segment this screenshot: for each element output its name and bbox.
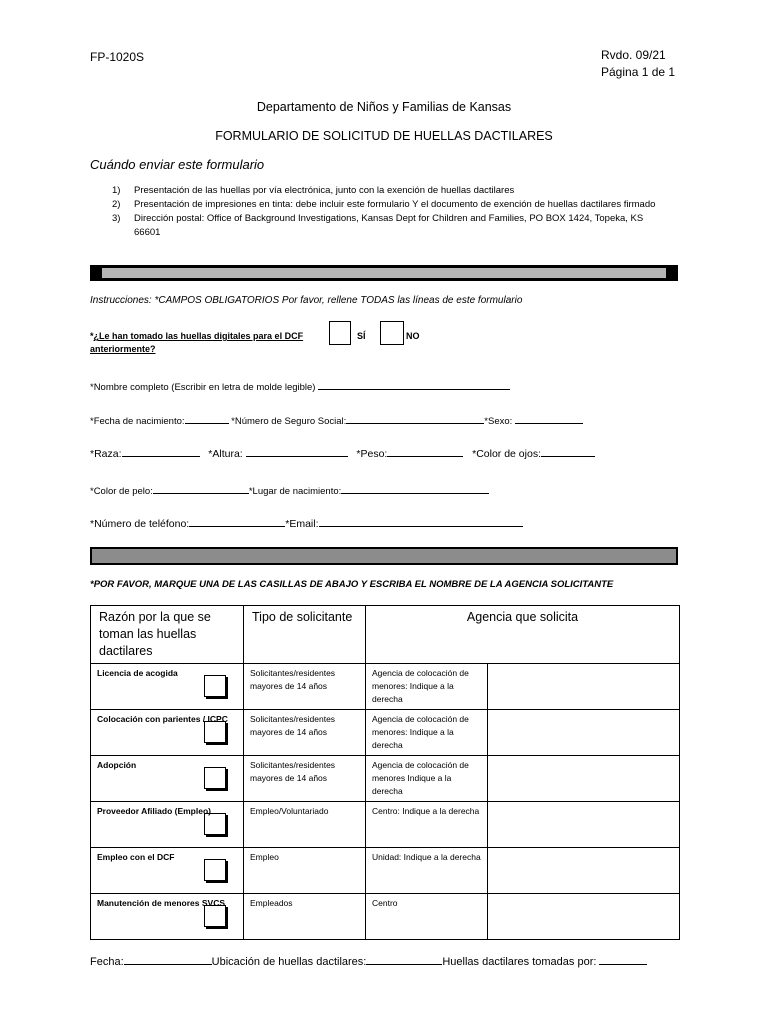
reason-checkbox[interactable] xyxy=(204,813,226,835)
weight-field[interactable] xyxy=(387,445,463,457)
yes-checkbox[interactable] xyxy=(329,321,351,345)
eye-color-label: *Color de ojos: xyxy=(472,448,541,460)
reason-checkbox[interactable] xyxy=(204,767,226,789)
hair-birthplace-row xyxy=(90,482,489,497)
item-text: Presentación de impresiones en tinta: debe incluir este formulario Y el documento de exención de huellas dactilares firmado xyxy=(134,199,656,210)
race-label: *Raza: xyxy=(90,448,122,460)
reason-cell xyxy=(91,710,244,756)
applicant-cell: Empleados xyxy=(244,894,366,940)
agency-type-cell: Agencia de colocación de menores: Indique a la derecha xyxy=(366,710,488,756)
agency-type-cell: Agencia de colocación de menores Indique a la derecha xyxy=(366,756,488,802)
email-label: *Email: xyxy=(285,518,319,530)
agency-name-input[interactable] xyxy=(488,802,680,848)
when-heading: Cuándo enviar este formulario xyxy=(90,157,265,172)
table-row xyxy=(91,894,680,940)
footer-row xyxy=(90,953,647,968)
full-name-field[interactable] xyxy=(318,378,510,390)
agency-name-input[interactable] xyxy=(488,710,680,756)
reason-cell xyxy=(91,664,244,710)
full-name-label: *Nombre completo (Escribir en letra de molde legible) xyxy=(90,382,316,393)
table-row xyxy=(91,664,680,710)
birthplace-label: *Lugar de nacimiento: xyxy=(248,486,342,497)
date-field[interactable] xyxy=(124,953,212,965)
agency-name-input[interactable] xyxy=(488,756,680,802)
instructions: Instrucciones: *CAMPOS OBLIGATORIOS Por favor, rellene TODAS las líneas de este formulario xyxy=(90,295,523,306)
agency-name-input[interactable] xyxy=(488,894,680,940)
table-row xyxy=(91,848,680,894)
when-item xyxy=(112,184,672,198)
no-label: NO xyxy=(406,331,420,341)
form-title: FORMULARIO DE SOLICITUD DE HUELLAS DACTILARES xyxy=(215,129,553,143)
email-field[interactable] xyxy=(319,515,523,527)
table-header-row xyxy=(91,606,680,664)
prior-question-line1: ¿Le han tomado las huellas digitales para el DCF xyxy=(93,331,304,341)
agency-type-cell: Agencia de colocación de menores: Indique a la derecha xyxy=(366,664,488,710)
section-divider xyxy=(90,547,678,565)
location-field[interactable] xyxy=(366,953,442,965)
reason-cell xyxy=(91,894,244,940)
reason-checkbox[interactable] xyxy=(204,905,226,927)
page-number: Página 1 de 1 xyxy=(601,65,676,79)
agency-instruction: *POR FAVOR, MARQUE UNA DE LAS CASILLAS DE ABAJO Y ESCRIBA EL NOMBRE DE LA AGENCIA SOLICITANTE xyxy=(90,579,614,590)
revision-date: Rvdo. 09/21 xyxy=(601,48,666,62)
dob-field[interactable] xyxy=(185,412,229,424)
race-field[interactable] xyxy=(122,445,200,457)
full-name-row xyxy=(90,378,510,393)
applicant-cell: Solicitantes/residentes mayores de 14 años xyxy=(244,664,366,710)
table-row xyxy=(91,802,680,848)
section-divider xyxy=(90,265,678,281)
hair-color-label: *Color de pelo: xyxy=(90,486,153,497)
phone-label: *Número de teléfono: xyxy=(90,518,190,530)
item-number: 1) xyxy=(112,185,121,196)
date-label: Fecha: xyxy=(90,956,124,968)
reason-label: Proveedor Afiliado (Empleo) xyxy=(97,806,211,816)
header-applicant-type: Tipo de solicitante xyxy=(244,606,366,664)
reason-checkbox[interactable] xyxy=(204,859,226,881)
agency-type-cell: Unidad: Indique a la derecha xyxy=(366,848,488,894)
item-text: Presentación de las huellas por vía electrónica, junto con la exención de huellas dactilares xyxy=(134,185,515,196)
reason-label: Colocación con parientes / ICPC xyxy=(97,714,228,724)
reason-label: Adopción xyxy=(97,760,137,770)
agency-name-input[interactable] xyxy=(488,848,680,894)
when-list xyxy=(112,184,672,240)
height-field[interactable] xyxy=(246,445,348,457)
sex-field[interactable] xyxy=(515,412,583,424)
dob-ssn-sex-row xyxy=(90,412,583,427)
form-code: FP-1020S xyxy=(90,50,145,64)
applicant-cell: Solicitantes/residentes mayores de 14 años xyxy=(244,710,366,756)
reason-checkbox[interactable] xyxy=(204,721,226,743)
agency-name-input[interactable] xyxy=(488,664,680,710)
applicant-cell: Empleo xyxy=(244,848,366,894)
dob-label: *Fecha de nacimiento: xyxy=(90,416,185,427)
phone-field[interactable] xyxy=(189,515,285,527)
agency-type-cell: Centro xyxy=(366,894,488,940)
phone-email-row xyxy=(90,515,523,530)
sex-label: *Sexo: xyxy=(484,416,513,427)
taken-by-label: Huellas dactilares tomadas por: xyxy=(442,956,597,968)
location-label: Ubicación de huellas dactilares: xyxy=(211,956,367,968)
required-mark: * xyxy=(90,331,94,341)
race-height-weight-row xyxy=(90,445,595,460)
no-checkbox[interactable] xyxy=(380,321,404,345)
reason-cell xyxy=(91,802,244,848)
reason-label: Manutención de menores SVCS xyxy=(97,898,225,908)
ssn-label: *Número de Seguro Social: xyxy=(231,416,347,427)
applicant-cell: Solicitantes/residentes mayores de 14 años xyxy=(244,756,366,802)
prior-question-line2: anteriormente? xyxy=(90,344,156,354)
item-text: Dirección postal: Office of Background Investigations, Kansas Dept for Children and Families, PO BOX 1424, Topeka, KS 66601 xyxy=(134,213,644,238)
yes-label: SÍ xyxy=(357,331,366,341)
when-item xyxy=(112,212,672,240)
item-number: 2) xyxy=(112,199,121,210)
reason-label: Empleo con el DCF xyxy=(97,852,175,862)
reason-checkbox[interactable] xyxy=(204,675,226,697)
reason-label: Licencia de acogida xyxy=(97,668,178,678)
table-row xyxy=(91,756,680,802)
header-reason: Razón por la que se toman las huellas dactilares xyxy=(91,606,244,664)
prior-question xyxy=(90,330,303,356)
eye-color-field[interactable] xyxy=(541,445,595,457)
table-row xyxy=(91,710,680,756)
fingerprint-reason-table xyxy=(90,605,680,940)
taken-by-field[interactable] xyxy=(599,953,647,965)
when-item xyxy=(112,198,672,212)
hair-color-field[interactable] xyxy=(153,482,249,494)
weight-label: *Peso: xyxy=(356,448,388,460)
ssn-field[interactable] xyxy=(346,412,484,424)
height-label: *Altura: xyxy=(208,448,243,460)
applicant-cell: Empleo/Voluntariado xyxy=(244,802,366,848)
birthplace-field[interactable] xyxy=(341,482,489,494)
agency-type-cell: Centro: Indique a la derecha xyxy=(366,802,488,848)
header-agency: Agencia que solicita xyxy=(366,606,680,664)
department-name: Departamento de Niños y Familias de Kansas xyxy=(256,100,512,114)
reason-cell xyxy=(91,848,244,894)
item-number: 3) xyxy=(112,213,121,224)
reason-cell xyxy=(91,756,244,802)
